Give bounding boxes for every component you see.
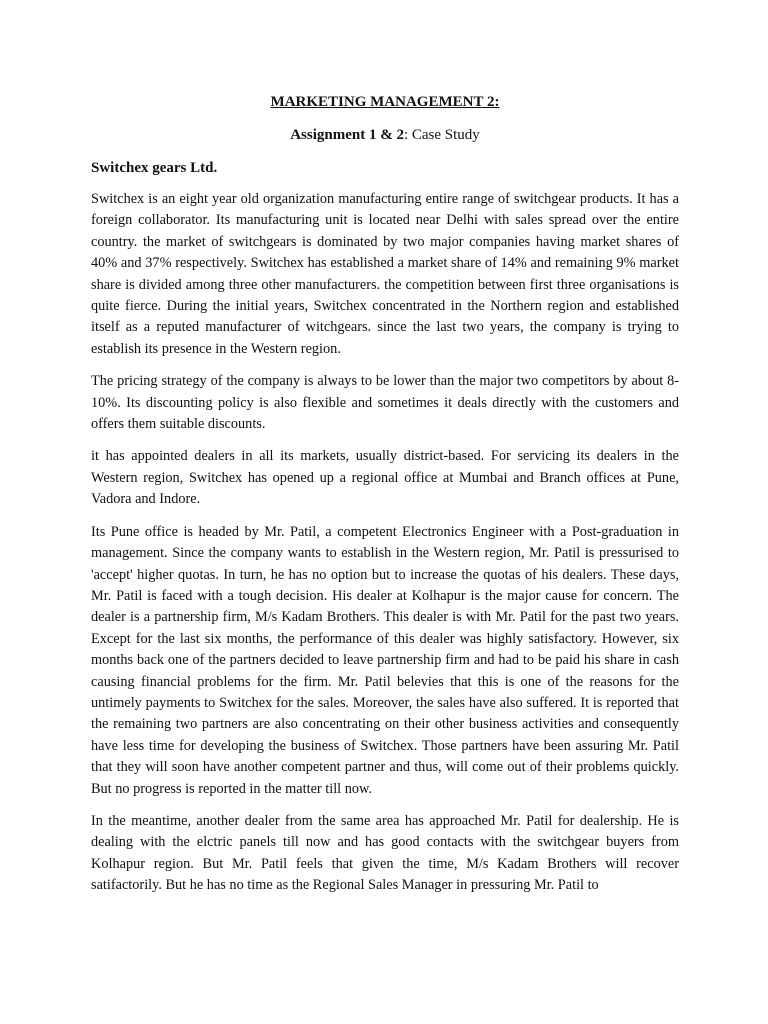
document-subtitle xyxy=(91,125,679,145)
paragraph: In the meantime, another dealer from the same area has approached Mr. Patil for dealership. He is dealing with the elctric panels till now and has good contacts with the switchgear buyers from Kolhapur region. But Mr. Patil feels that given the time, M/s Kadam Brothers will recover satifactorily. But he has no time as the Regional Sales Manager in pressuring Mr. Patil to xyxy=(91,812,679,894)
paragraph: The pricing strategy of the company is always to be lower than the major two competitors by about 8-10%. Its discounting policy is also flexible and sometimes it deals directly with the customers and offers them suitable discounts. xyxy=(91,373,679,433)
subtitle-rest: : Case Study xyxy=(403,127,480,143)
paragraph: it has appointed dealers in all its markets, usually district-based. For servicing its dealers in the Western region, Switchex has opened up a regional office at Mumbai and Branch offices at Pune, Vadora and Indore. xyxy=(91,448,679,508)
document-title: MARKETING MANAGEMENT 2: xyxy=(270,94,500,110)
case-heading: Switchex gears Ltd. xyxy=(91,160,218,176)
subtitle-bold: Assignment 1 & 2 xyxy=(290,127,404,143)
paragraph: Its Pune office is headed by Mr. Patil, a competent Electronics Engineer with a Post-graduation in management. Since the company wants to establish in the Western region, Mr. Patil is pressurised to 'accept' higher quotas. In turn, he has no option but to increase the quotas of his dealers. These days, Mr. Patil is faced with a tough decision. His dealer at Kolhapur is the major cause for concern. The dealer is a partnership firm, M/s Kadam Brothers. This dealer is with Mr. Patil for the past two years. Except for the last six months, the performance of this dealer was highly satisfactory. However, six months back one of the partners decided to leave partnership firm and had to be paid his share in cash causing financial problems for the firm. Mr. Patil belevies that this is one of the reasons for the untimely payments to Switchex for the sales. Moreover, the sales have also suffered. It is reported that the remaining two partners are also concentrating on their other business activities and consequently have less time for developing the business of Switchex. Those partners have been assuring Mr. Patil that they will soon have another competent partner and thus, will come out of their problems quickly. But no progress is reported in the matter till now. xyxy=(91,523,679,797)
document-body xyxy=(91,92,679,897)
paragraph: Switchex is an eight year old organization manufacturing entire range of switchgear products. It has a foreign collaborator. Its manufacturing unit is located near Delhi with sales spread over the entire country. the market of switchgears is dominated by two major companies having market shares of 40% and 37% respectively. Switchex has established a market share of 14% and remaining 9% market share is divided among three other manufacturers. the competition between first three organisations is quite fierce. During the initial years, Switchex concentrated in the Northern region and established itself as a reputed manufacturer of witchgears. since the last two years, the company is trying to establish its presence in the Western region. xyxy=(91,191,679,357)
